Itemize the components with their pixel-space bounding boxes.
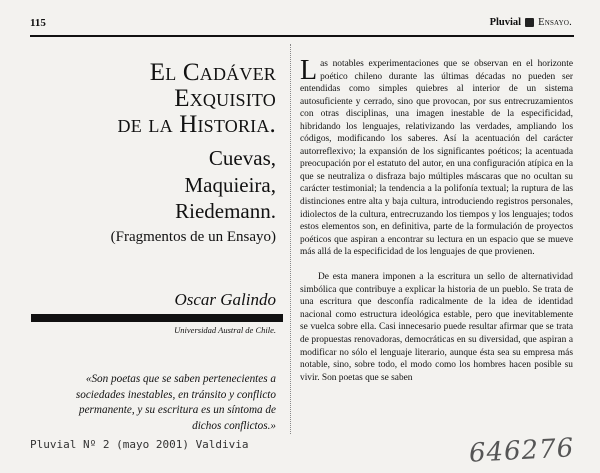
title-line: de la Historia.	[117, 111, 276, 138]
title-line: El Cadáver	[149, 59, 276, 86]
article-title	[40, 60, 276, 138]
section-name: Ensayo.	[538, 17, 572, 28]
poet-name: Cuevas,	[208, 146, 276, 170]
body-paragraph: De esta manera imponen a la escritura un sello de alternatividad simbólica que contribuye a explicar la historia de un pueblo. Se trata de una escritura que desconfía radicalmente de la idea de identidad nacional como estructura ideológica estable, pero que inevitablemente se vuelca sobre ella. Casi innecesario puede resultar afirmar que se trata de propuestas renovadoras, democráticas en su diversidad, que aspiran a modificar no sólo el lenguaje literario, aunque ésta sea su empresa más notable, sino, sobre todo, el modo como los hombres hacen posible su vivir. Son poetas que se saben	[300, 272, 573, 383]
body-paragraph	[300, 55, 573, 259]
pull-quote: «Son poetas que se saben pertenecientes a sociedades inestables, en tránsito y conflicto permanente, y su escritura es un síntoma de dichos conflictos.»	[75, 373, 276, 432]
article-subtitle: (Fragmentos de un Ensayo)	[110, 229, 276, 245]
drop-cap: L	[300, 55, 318, 86]
poet-name: Maquieira,	[184, 172, 276, 197]
title-line: Exquisito	[174, 85, 276, 112]
paragraph-text: as notables experimentaciones que se observan en el horizonte poético chileno durante las últimas décadas no pueden ser entendidas como simples quiebres al interior de un sistema autosuficiente y cerrado, sino que provocan, por sus entrecruzamientos con otras disciplinas, una imagen inestable de la especificidad, hibridando los lenguajes, relativizando las verdades, ampliando los códigos, modificando los saberes. Así la acentuación del carácter autorreflexivo; la expansión de los significantes poéticos; la acentuada preocupación por el estatuto del autor, en una configuración atípica en la que se neutraliza o disfraza bajo múltiples máscaras que no ocultan su carácter testimonial; la tendencia a la polifonía textual; la ruptura de las distinciones entre alta y baja cultura, introduciendo registros personales, idiolectos de la cultura, entrecruzando los tiempos y los lenguajes; todos estos elementos son, en definitiva, parte de la formulación de proyectos poéticos que aspiran a encontrar su lectura en un espacio que se mueve más allá de la especificidad de los lenguajes de que provienen.	[300, 59, 573, 258]
handwritten-catalog-number: 646276	[468, 433, 575, 469]
poet-name: Riedemann.	[175, 199, 276, 223]
running-header	[490, 17, 572, 28]
journal-logo-icon	[525, 18, 534, 27]
poet-names	[40, 145, 276, 225]
column-divider	[290, 44, 291, 434]
author-bar	[31, 314, 283, 322]
page-number: 115	[30, 17, 46, 29]
author-affiliation: Universidad Austral de Chile.	[174, 325, 276, 335]
article-body	[300, 55, 573, 384]
journal-name: Pluvial	[489, 17, 522, 28]
header-rule	[30, 35, 574, 37]
page-footer: Pluvial Nº 2 (mayo 2001) Valdivia	[30, 438, 249, 451]
author-name: Oscar Galindo	[174, 290, 276, 309]
